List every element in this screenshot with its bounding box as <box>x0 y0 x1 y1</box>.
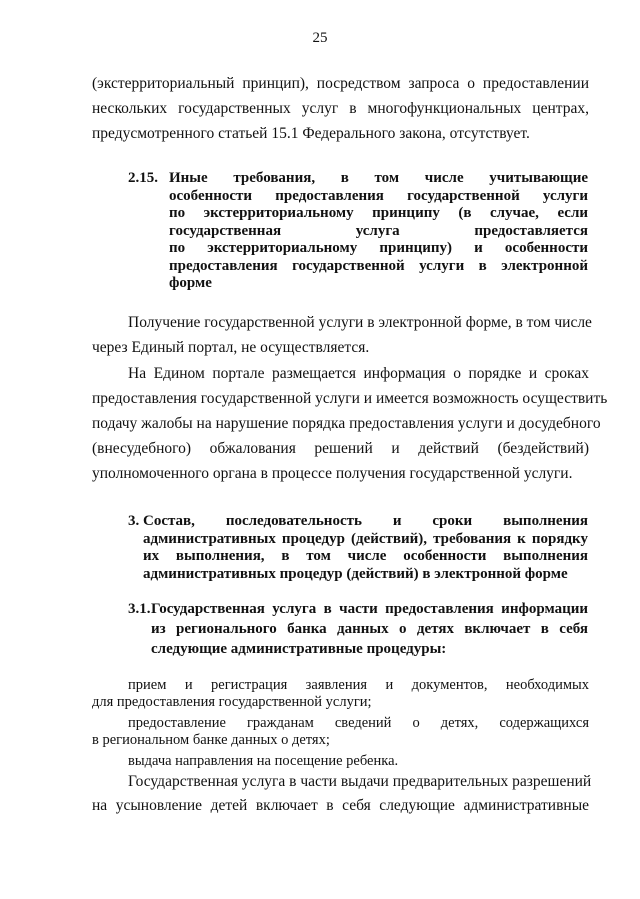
procedure-item <box>92 715 589 749</box>
text-line: в региональном банке данных о детях; <box>92 732 330 748</box>
intro-paragraph <box>92 71 589 146</box>
text-line: предоставление гражданам сведений о детях, содержащихся <box>128 715 589 731</box>
text-line: через Единый портал, не осуществляется. <box>92 339 370 356</box>
heading-line: по экстерриториальному принципу (в случае, если <box>169 205 588 221</box>
section-2-15-heading <box>128 170 588 293</box>
heading-line: предоставления государственной услуги в электронной <box>169 257 588 274</box>
heading-line: форме <box>169 275 212 291</box>
text-line: предусмотренного статьей 15.1 Федерального закона, отсутствует. <box>92 125 530 142</box>
portal-paragraph <box>92 361 608 486</box>
heading-line: Государственная услуга в части предоставления информации <box>151 601 588 617</box>
text-line: прием и регистрация заявления и документов, необходимых <box>128 677 589 693</box>
heading-line: их выполнения, в том числе особенности выполнения <box>143 548 588 564</box>
heading-line: административных процедур (действий), требования к порядку <box>143 530 588 547</box>
text-line: нескольких государственных услуг в многофункциональных центрах, <box>92 100 589 117</box>
page-number: 25 <box>312 30 328 46</box>
text-line: выдача направления на посещение ребенка. <box>128 753 399 769</box>
text-line: на усыновление детей включает в себя следующие административные <box>92 797 589 814</box>
heading-line: государственная услуга предоставляется <box>169 222 588 239</box>
section-number: 2.15. <box>128 170 158 186</box>
text-line: (экстерриториальный принцип), посредством запроса о предоставлении <box>92 75 589 92</box>
section-3-heading <box>128 513 588 583</box>
heading-line: Иные требования, в том числе учитывающие <box>169 170 588 186</box>
heading-line: следующие административные процедуры: <box>151 641 447 657</box>
text-line: уполномоченного органа в процессе получения государственной услуги. <box>92 465 573 482</box>
text-line: Получение государственной услуги в электронной форме, в том числе <box>128 314 592 331</box>
text-line: подачу жалобы на нарушение порядка предоставления услуги и досудебного <box>92 415 601 432</box>
adoption-paragraph <box>92 770 592 818</box>
text-line: для предоставления государственной услуги; <box>92 694 372 710</box>
electronic-form-paragraph <box>92 310 592 360</box>
section-number: 3.1. <box>128 601 151 617</box>
procedure-item <box>92 753 589 770</box>
text-line: (внесудебного) обжалования решений и действий (бездействий) <box>92 440 589 457</box>
heading-line: административных процедур (действий) в электронной форме <box>143 565 568 582</box>
text-line: На Едином портале размещается информация о порядке и сроках <box>128 365 589 382</box>
heading-line: особенности предоставления государственной услуги <box>169 187 588 204</box>
heading-line: из регионального банка данных о детях включает в себя <box>151 621 588 637</box>
heading-line: Состав, последовательность и сроки выполнения <box>143 513 588 529</box>
heading-line: по экстерриториальному принципу) и особенности <box>169 240 588 256</box>
section-number: 3. <box>128 513 140 529</box>
procedure-item <box>92 677 589 711</box>
text-line: предоставления государственной услуги и имеется возможность осуществить <box>92 390 608 407</box>
section-3-1-heading <box>128 599 588 659</box>
text-line: Государственная услуга в части выдачи предварительных разрешений <box>128 773 592 790</box>
